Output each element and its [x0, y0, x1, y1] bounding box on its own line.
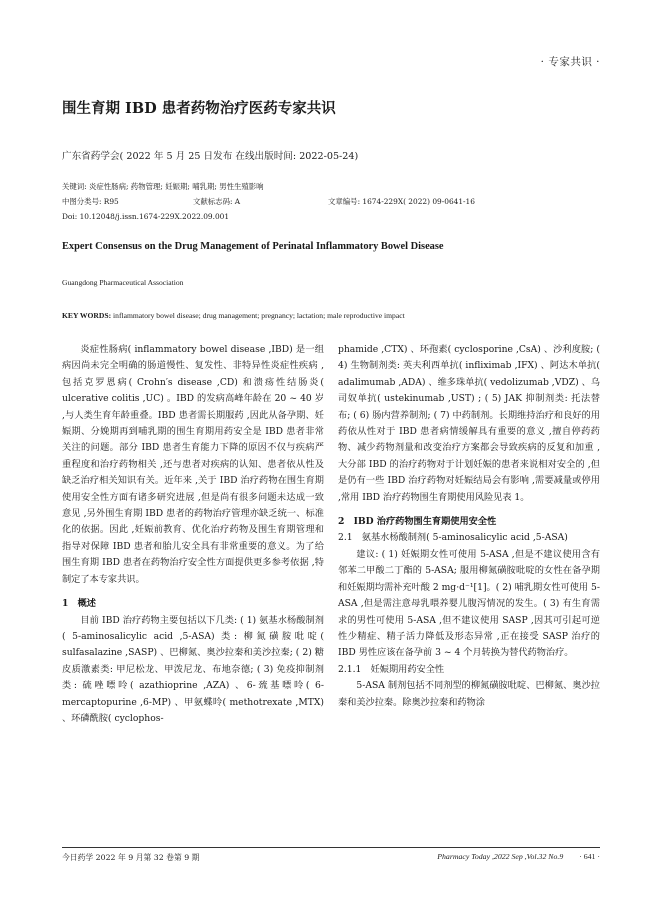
- doi: Doi: 10.12048/j.issn.1674-229X.2022.09.001: [62, 212, 230, 221]
- page-number: · 641 ·: [579, 852, 600, 861]
- continued-paragraph: phamide ,CTX) 、环孢素( cyclosporine ,CsA) 、沙利度胺; ( 4) 生物制剂类: 英夫利西单抗( infliximab ,IFX) 、阿达木单抗( adalimumab ,ADA) 、维多珠单抗( vedolizumab ,VDZ) 、乌司奴单抗( ustekinumab ,UST) ; ( 5) JAK 抑制剂类: 托法替布; ( 6) 肠内营养制剂; ( 7) 中药制剂。长期维持治疗和良好的用药依从性对于 IBD 患者病情缓解具有重要的意义 ,擅自停药药物、减少药物剂量和改变治疗方案都会导致疾病的反复和加重 ,大分部 IBD 的治疗药物对于计划妊娠的患者来说相对安全的 ,但是仍有一些 IBD 治疗药物对妊娠结局会有影响 ,需要减量或停用 ,常用 IBD 治疗药物围生育期使用风险见表 1。: [338, 344, 600, 503]
- footer-journal-en-text: Pharmacy Today ,2022 Sep ,Vol.32 No.9: [437, 852, 564, 861]
- clc-number: 中图分类号: R95: [62, 197, 119, 206]
- intro-paragraph: 炎症性肠病( inflammatory bowel disease ,IBD) 是一组病因尚未完全明确的肠道慢性、复发性、非特异性炎症性疾病 ,包括克罗恩病( Crohn′s disease ,CD) 和溃疡性结肠炎( ulcerative colitis ,UC) 。IBD 的发病高峰年龄在 20 ~ 40 岁 ,与人类生育年龄重叠。IBD 患者需长期服药 ,因此从备孕期、妊娠期、分娩期再到哺乳期的围生育期用药安全是 IBD 患者非常关注的问题。部分 IBD 患者生育能力下降的原因不仅与疾病严重程度和治疗药物相关 ,还与患者对疾病的认知、患者依从性及缺乏治疗相关知识有关。近年来 ,关于 IBD 治疗药物在围生育期使用安全性方面有诸多研究进展 ,但是尚有很多问题未达成一致意见 ,另外围生育期 IBD 患者的药物治疗管理亦缺乏统一、标准化的依据。因此 ,妊娠前教育、优化治疗药物及围生育期管理和指导对保障 IBD 患者和胎儿安全具有非常重要的意义。为了给围生育期 IBD 患者在药物治疗安全性方面提供更多参考依据 ,特制定了本专家共识。: [62, 344, 324, 585]
- section-1-heading: 1 概述: [62, 598, 96, 610]
- left-column: [62, 342, 324, 727]
- section-1-paragraph: 目前 IBD 治疗药物主要包括以下几类: ( 1) 氨基水杨酸制剂( 5-aminosalicylic acid ,5-ASA) 类: 柳氮磺胺吡啶( sulfasalazine ,SASP) 、巴柳氮、奥沙拉秦和美沙拉秦; ( 2) 糖皮质激素类: 甲尼松龙、甲泼尼龙、布地奈德; ( 3) 免疫抑制剂类: 硫唑嘌呤( azathioprine ,AZA) 、6-巯基嘌呤( 6-mercaptopurine ,6-MP) 、甲氨蝶呤( methotrexate ,MTX) 、环磷酰胺( cyclophos-: [62, 614, 324, 724]
- section-2-1-1-paragraph: 5-ASA 制剂包括不同剂型的柳氮磺胺吡啶、巴柳氮、奥沙拉秦和美沙拉秦。除奥沙拉秦和药物涂: [338, 680, 600, 708]
- section-2-1-paragraph: 建议: ( 1) 妊娠期女性可使用 5-ASA ,但是不建议使用含有邻苯二甲酸二丁酯的 5-ASA; 服用柳氮磺胺吡啶的女性在备孕期和妊娠期均需补充叶酸 2 mg·d⁻¹[1]。( 2) 哺乳期女性可使用 5-ASA ,但是需注意母乳喂养婴儿腹泻情况的发生。( 3) 有生育需求的男性可使用 5-ASA ,但不建议使用 SASP ,因其可引起可逆性少精症、精子活力降低及形态异常 ,正在接受 SASP 治疗的 IBD 男性应该在备孕前 3 ~ 4 个月转换为替代药物治疗。: [338, 548, 600, 659]
- footer-journal-cn: 今日药学 2022 年 9 月第 32 卷第 9 期: [62, 853, 200, 862]
- author-line: 广东省药学会( 2022 年 5 月 25 日发布 在线出版时间: 2022-05-24): [62, 151, 359, 162]
- english-organization: Guangdong Pharmaceutical Association: [62, 278, 184, 287]
- english-title: Expert Consensus on the Drug Management of Perinatal Inflammatory Bowel Disease: [62, 241, 444, 252]
- english-keywords: [62, 311, 405, 320]
- article-title: 围生育期 IBD 患者药物治疗医药专家共识: [62, 100, 336, 117]
- footer-journal-en: [437, 852, 600, 861]
- section-2-1-heading: 2.1 氨基水杨酸制剂( 5-aminosalicylic acid ,5-ASA): [338, 532, 568, 544]
- section-tag: · 专家共识 ·: [540, 56, 600, 68]
- keywords-cn: 关键词: 炎症性肠病; 药物管理; 妊娠期; 哺乳期; 男性生殖影响: [62, 182, 264, 191]
- footer-divider: [62, 847, 600, 848]
- right-column: [338, 342, 600, 711]
- english-keywords-text: inflammatory bowel disease; drug management; pregnancy; lactation; male reproductive impact: [111, 311, 405, 320]
- english-keywords-label: KEY WORDS:: [62, 311, 112, 320]
- section-2-heading: 2 IBD 治疗药物围生育期使用安全性: [338, 516, 497, 528]
- article-number: 文章编号: 1674-229X( 2022) 09-0641-16: [328, 197, 475, 206]
- document-code: 文献标志码: A: [193, 197, 241, 206]
- section-2-1-1-heading: 2.1.1 妊娠期用药安全性: [338, 663, 445, 675]
